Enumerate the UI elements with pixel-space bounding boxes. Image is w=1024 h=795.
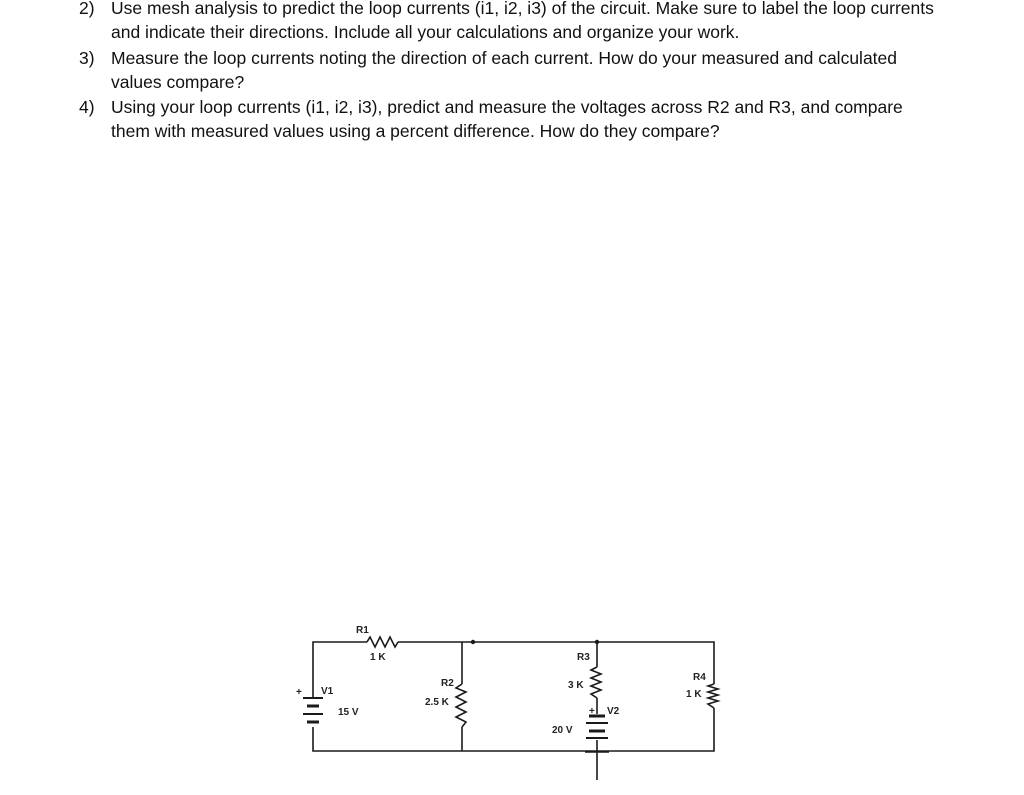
r2-resistor-symbol [456, 684, 466, 727]
question-text: Use mesh analysis to predict the loop currents (i1, i2, i3) of the circuit. Make sure to label the loop currents and indicate their directions. Include all your calculations and organize your work. [111, 0, 934, 42]
v1-battery-symbol [303, 698, 323, 722]
question-number: 3) [79, 48, 95, 68]
r3-value: 3 K [568, 680, 584, 691]
junction-dot [595, 640, 599, 644]
r2-value: 2.5 K [425, 697, 449, 708]
v2-polarity: + [589, 706, 595, 717]
v1-label: V1 [321, 686, 334, 697]
v1-value: 15 V [338, 707, 359, 718]
question-number: 4) [79, 97, 95, 117]
r2-label: R2 [441, 678, 454, 689]
question-text: Using your loop currents (i1, i2, i3), predict and measure the voltages across R2 and R3, and compare them with measured values using a percent difference. How do they compare? [111, 97, 903, 141]
r3-resistor-symbol [591, 667, 601, 698]
question-number: 2) [79, 0, 95, 18]
r4-resistor-symbol [708, 684, 718, 708]
junction-dot [471, 640, 475, 644]
r3-label: R3 [577, 652, 590, 663]
question-text: Measure the loop currents noting the direction of each current. How do your measured and calculated values compare? [111, 48, 898, 92]
r4-value: 1 K [686, 689, 702, 700]
v2-battery-symbol [586, 716, 608, 738]
v2-label: V2 [607, 706, 620, 717]
r1-resistor-symbol [367, 637, 398, 647]
r1-value: 1 K [370, 652, 386, 663]
r1-label: R1 [356, 625, 369, 636]
v1-polarity: + [296, 687, 302, 698]
r4-label: R4 [693, 672, 706, 683]
v2-value: 20 V [552, 725, 573, 736]
